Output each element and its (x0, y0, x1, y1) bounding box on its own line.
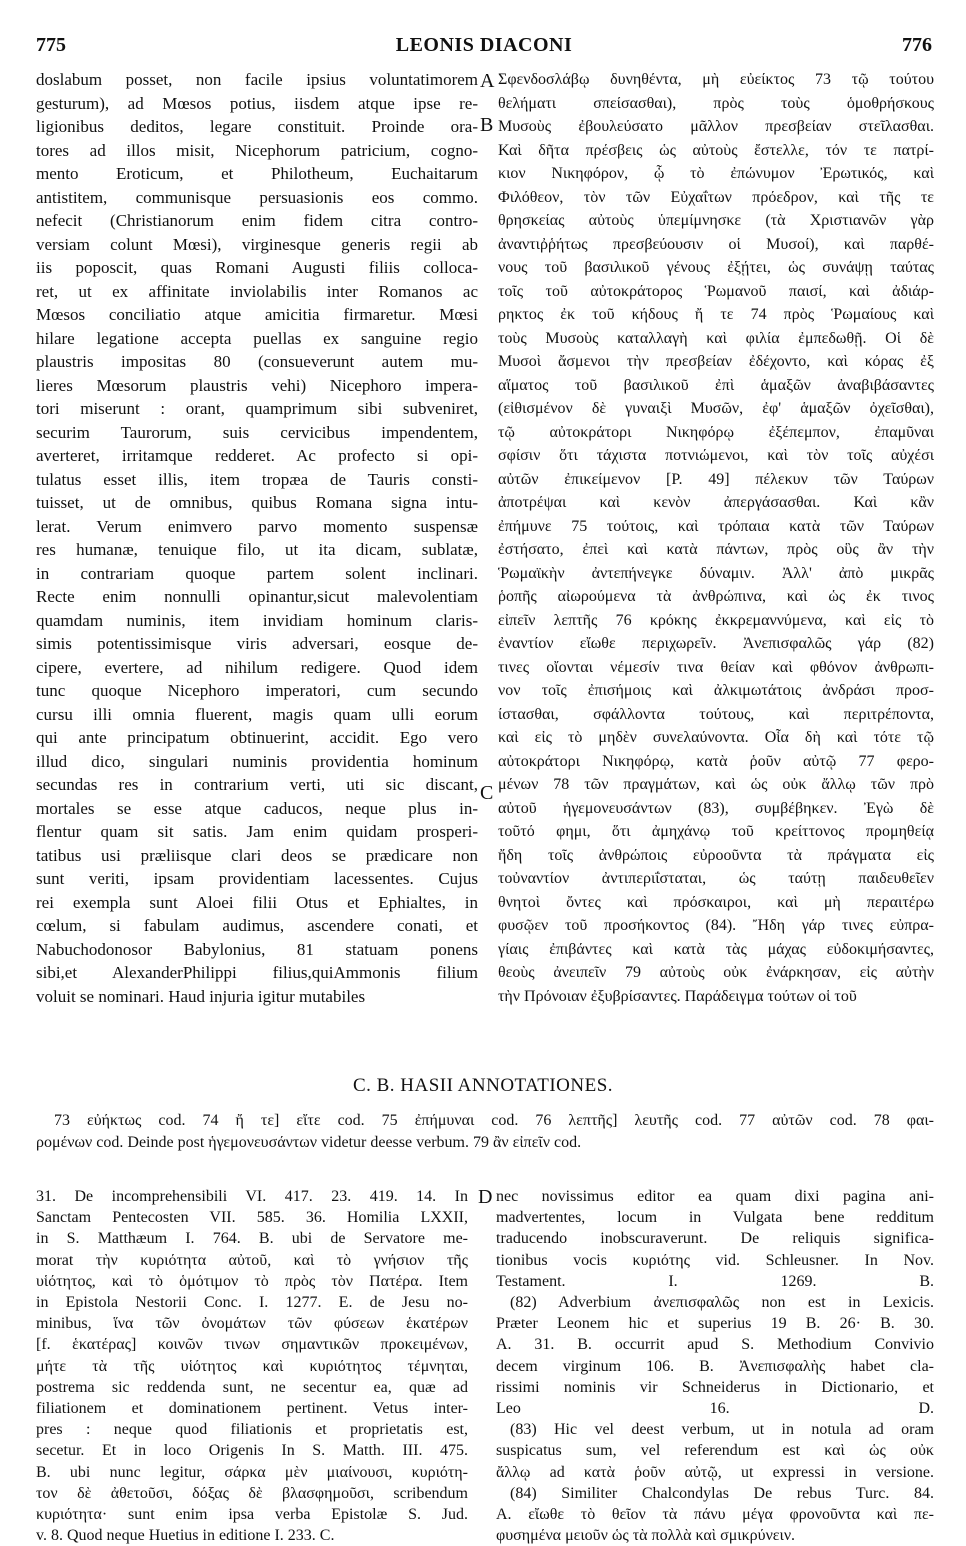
latin-line: tulatus esset illis, item tropæa de Tauris consti- (36, 469, 478, 489)
latin-line: sunt veriti, ipsam providentiam lacessentes. Cujus (36, 869, 478, 888)
latin-line: res humanæ, tenuique filo, ut ita dicam, sublatæ, (36, 540, 478, 559)
annotation-line: minibus, ἵνα τῶν ὀνομάτων τῶν φύσεων ἑκατέρων (36, 1315, 468, 1333)
greek-line: Μυσοὺς ἐβουλεύσατο μᾶλλον πρεσβείαν στεῖλασθαι. (498, 118, 934, 135)
annotation-line: decem virginum 106. B. Ἀνεπισφαλὴς habet cla- (496, 1357, 934, 1375)
annotation-line: in Epistola Nestorii Conc. I. 1277. E. de Jesu no- (36, 1294, 468, 1312)
greek-line: καὶ εἰς τὸ μηδὲν συνελαύνοντα. Οἷα δὴ καὶ τότε τῷ (498, 729, 934, 746)
latin-line: tatibus usi præliisque clari deos se prædicare non (36, 845, 478, 865)
greek-line: ρηκτος ἐκ τοῦ κήδους ἤ τε 74 πρὸς Ῥωμαίους καὶ (498, 306, 934, 323)
apparatus-line: 73 εὐήκτως cod. 74 ἤ τε] εἴτε cod. 75 ἐπήμυναι cod. 76 λεπτῆς] λευτῆς cod. 77 αὐτῶν cod. 78 φαι- (54, 1112, 934, 1129)
greek-line: κιον Νικηφόρον, ᾧ τὸ ἐπώνυμον Ἐρωτικός, καὶ (498, 165, 934, 182)
greek-line: αὐτοκράτορι Νικηφόρῳ, κατὰ ῥοῦν αὐτῷ 77 φερο- (498, 752, 934, 770)
latin-line: antistitem, communisque persuasionis eos commo. (36, 187, 478, 207)
latin-line: tores ad illos misit, Nicephorum patricium, cogno- (36, 140, 478, 160)
greek-line: ἤδη τοῖς ἀνθρώποις εὐροοῦντα τὰ πράγματα εἰς (498, 846, 934, 864)
latin-line: securim Taurorum, suis cervicibus impendentem, (36, 422, 478, 442)
latin-line: flentur quam sit satis. Jam enim quidam prosperi- (36, 822, 478, 841)
latin-line: quamdam numinis, item invidiam hominum claris- (36, 610, 478, 630)
greek-line: ἀναντιῤῥήτως πρεσβεύουσιν οἱ Μυσοί), καὶ παρθέ- (498, 235, 934, 253)
greek-line: τοῦτό φημι, ὅτι ἀμηχάνῳ τοῦ κρείττονος προμηθείᾳ (498, 823, 934, 840)
latin-line: nefecit (Christianorum enim fidem citra contro- (36, 211, 478, 230)
annotation-line: [f. ἑκατέρας] κοινῶν τινων σημαντικῶν προκειμένων, (36, 1336, 468, 1354)
annotation-line: tionibus vocis κυριότης vid. Schleusner. In Nov. (496, 1251, 934, 1269)
annotation-line: madvertentes, locum in Vulgata bene redditum (496, 1209, 934, 1227)
greek-line: (εἰθισμένον δὲ γυναιξὶ Μυσῶν, ἐφ' ἁμαξῶν ὀχεῖσθαι), (498, 400, 934, 417)
margin-marker-d: D (478, 1186, 493, 1208)
annotation-line: (82) Adverbium ἀνεπισφαλῶς non est in Lexicis. (510, 1294, 934, 1312)
latin-line: secundas res in contrarium verti, uti sic discant, (36, 775, 478, 794)
greek-line: νους τοῦ βασιλικοῦ γένους ἐξῄτει, ὡς συνάψῃ ταύτας (498, 259, 934, 276)
annotation-line: 31. De incomprehensibili VI. 417. 23. 419. 14. In (36, 1188, 468, 1205)
latin-line: ligionibus deditos, legare constituit. Proinde ora- (36, 117, 478, 136)
greek-line: ἐναντίον εἴωθε περιχωρεῖν. Ἀνεπισφαλῶς γάρ (82) (498, 635, 934, 652)
annotation-line: B. ubi nunc legitur, σάρκα μὲν μιαίνουσι, κυριότη- (36, 1463, 468, 1481)
latin-line: hilare legatione accepta puellas ex sanguine regio (36, 328, 478, 348)
greek-line: ῥοπῆς αἰωρούμενα τὰ ἀνθρώπινα, καὶ ὡς ἐκ τινος (498, 588, 934, 605)
latin-line: versiam colunt Mœsi), virginesque generis regii ab (36, 234, 478, 254)
running-header (36, 34, 932, 64)
latin-line: lieres Mœsorum plaustris vehi) Nicephoro impera- (36, 375, 478, 395)
latin-line: illud dico, singulari numinis providentia hominum (36, 751, 478, 771)
greek-line: Ῥωμαϊκὴν ἀντεπήνεγκε δύναμιν. Ἀλλ' ἀπὸ μικρᾶς (498, 564, 934, 582)
greek-line: φυσῷεν τοῦ προσήκοντος (84). Ἤδη γάρ τινες εὐπρα- (498, 917, 934, 934)
apparatus-line: ρομένων cod. Deinde post ἡγεμονευσάντων videtur deesse verbum. 79 ἂν εἰπεῖν cod. (36, 1134, 582, 1151)
annotation-line: υἱότητος, καὶ τὸ ὁμότιμον τὸ πρὸς τὸν Πατέρα. Item (36, 1272, 468, 1290)
greek-line: τοὺς Μυσοὺς καταλλαγὴ καὶ φιλία ἐμπεδωθῇ. Οἱ δὲ (498, 329, 934, 347)
greek-line: ίστασθαι, σφάλλοντα τούτους, καὶ περιτρέποντα, (498, 705, 934, 723)
latin-line: Mœsos conciliatio atque amicitia firmaretur. Mœsi (36, 305, 478, 324)
annotation-line: Præter Leonem hic et superius 19 B. 26· B. 30. (496, 1315, 934, 1333)
annotation-line: Leo 16. D. (496, 1400, 934, 1418)
latin-line: mortales se esse atque caducos, neque plus in- (36, 798, 478, 818)
greek-line: θελήματι σπείσασθαι), πρὸς τοὺς ὁμοθρήσκους (498, 94, 934, 112)
latin-line: Nabuchodonosor Babylonius, 81 statuam ponens (36, 939, 478, 959)
greek-line: θρησκείας αὐτοὺς ὑπεμίμνησκε (τὰ Χριστιανῶν γὰρ (498, 212, 934, 229)
annotation-line: A. εἴωθε τὸ θεῖον τὰ πάνυ μέγα φρονοῦντα καὶ πε- (496, 1506, 934, 1524)
greek-text-column (498, 68, 934, 1008)
greek-line: τῷ αὐτοκράτορι Νικηφόρῳ ἐξέπεμπον, ἐπαμῦναι (498, 423, 934, 441)
annotation-line: (84) Similiter Chalcondylas De rebus Turc. 84. (510, 1484, 934, 1502)
greek-line: γίαις ἐπιβάντες καὶ κατὰ τὰς μάχας εὐδοκιμήσαντες, (498, 940, 934, 958)
latin-line: cursu illi omnia fluerent, magis quam ulli eorum (36, 704, 478, 724)
annotation-line: in S. Matthæum I. 764. B. ubi de Servatore me- (36, 1230, 468, 1248)
annotation-line: morat τὴν κυριότητα αὐτοῦ, καὶ τὸ γνήσιον τῆς (36, 1251, 468, 1269)
greek-line: αὐτοῦ ἡγεμονευσάντων (83), συμβέβηκεν. Ἐγὼ δὲ (498, 799, 934, 817)
greek-line: σφίσιν ὅτι τάχιστα ποτνιώμενοι, καὶ τὸν τοῖς αὐχέσι (498, 447, 934, 464)
latin-line: voluit se nominari. Haud injuria igitur mutabiles (36, 986, 366, 1006)
latin-line: in contrariam quoque partem solent inclinari. (36, 563, 478, 583)
annotation-line: secetur. Et in loco Origenis In S. Matth. III. 475. (36, 1442, 468, 1460)
annotation-line: τον δὲ ἀθετοῦσι, δόξας δὲ βλασφημοῦσι, scribendum (36, 1484, 468, 1502)
page-number-right: 776 (902, 34, 932, 56)
greek-line: Μυσοὶ ἄσμενοι τὴν πρεσβείαν ἐδέχοντο, καὶ κόρας ἐξ (498, 353, 934, 370)
latin-line: tunc quoque Nicephoro imperatori, cum secundo (36, 681, 478, 700)
annotation-line: A. 31. B. occurrit apud S. Methodium Convivio (496, 1336, 934, 1354)
latin-line: gesturum), ad Mœsos potius, iisdem atque ipse re- (36, 93, 478, 113)
annotation-line: traducendo inobscuraverunt. De reliquis significa- (496, 1230, 934, 1248)
greek-line: ἐπήμυνε 75 τούτοις, καὶ τρόπαια κατὰ τῶν Ταύρων (498, 517, 934, 535)
greek-line: τὴν Πρόνοιαν ἐξυβρίσαντες. Παράδειγμα τούτων οἱ τοῦ (498, 987, 857, 1005)
greek-line: ἀποτρέψαι καὶ κενὸν ἀπεργάσασθαι. Καὶ κἂν (498, 494, 934, 511)
latin-line: tuisset, ut de omnibus, quibus Romana signa intu- (36, 493, 478, 512)
critical-apparatus (36, 1110, 934, 1154)
annotation-line: κυριότητα· sunt enim ipsa verba Epistolæ S. Jud. (36, 1506, 468, 1524)
latin-line: iis poposcit, quas Romani Augusti filiis colloca- (36, 258, 478, 277)
greek-line: τοὐναντίον ἀντιπεριΐσταται, ὡς ταύτῃ παιδευθεῖεν (498, 870, 934, 887)
page-number-left: 775 (36, 34, 66, 56)
latin-line: lerat. Verum enimvero parvo momento suspensæ (36, 516, 478, 536)
greek-line: Σφενδοσλάβῳ δυνηθέντα, μὴ εὐείκτος 73 τῷ τούτου (498, 71, 934, 88)
latin-line: cipere, evertere, ad nihilum redigere. Quod idem (36, 657, 478, 677)
latin-line: averteret, irritamque redderet. Ac profecto si opi- (36, 446, 478, 465)
greek-line: αὐτῶν ἐπικείμενον [P. 49] πέλεκυν τῶν Ταύρων (498, 470, 934, 488)
latin-line: simis potentissimisque viris adversari, eosque de- (36, 634, 478, 653)
greek-line: Φιλόθεον, τὸν τῶν Εὐχαΐτων πρόεδρον, καὶ τῆς τε (498, 188, 934, 206)
greek-line: τοῖς τοῦ αὐτοκράτορος Ῥωμανοῦ παισί, καὶ ἀδιάρ- (498, 282, 934, 300)
latin-line: doslabum posset, non facile ipsius voluntatimorem (36, 70, 478, 89)
annotation-line: v. 8. Quod neque Huetius in editione I. 233. C. (36, 1527, 335, 1545)
greek-line: ἐστήσατο, ἐπεὶ καὶ κατὰ πάντων, πρὸς οὓς ἂν τὴν (498, 541, 934, 558)
annotation-line: ἄλλῳ ad κατὰ ῥοῦν αὐτῷ, ut expressi in versione. (496, 1463, 934, 1481)
greek-line: τινες οἴονται νέμεσίν τινα θείαν καὶ φθόνον ἀνθρωπι- (498, 658, 934, 676)
annotation-line: pres : neque quod filiationis et proprietatis est, (36, 1421, 468, 1439)
greek-line: νον τοῖς ἐπισήμοις καὶ ἀλκιμωτάτοις ἀνδράσι προσ- (498, 682, 934, 699)
latin-line: sibi,et AlexanderPhilippi filius,quiAmmonis filium (36, 963, 478, 982)
annotations-right-column (496, 1186, 934, 1546)
greek-line: Καὶ δῆτα πρέσβεις ὡς αὐτοὺς ἔστελλε, τόν τε πατρί- (498, 141, 934, 159)
annotation-line: φυσημένα μειοῦν ὡς τὰ πολλὰ καὶ σμικρύνειν. (496, 1527, 796, 1545)
annotations-left-column (36, 1186, 468, 1546)
annotation-line: μήτε τὰ τῆς υἱότητος καὶ κυριότητος τέμνηται, (36, 1357, 468, 1375)
latin-line: ret, ut ex affinitate inviolabilis inter Romanos ac (36, 281, 478, 301)
annotation-line: Testament. I. 1269. B. (496, 1272, 934, 1290)
latin-line: qui ante principatum obtinuerint, accidit. Ego vero (36, 728, 478, 747)
margin-marker-b: B (480, 114, 494, 136)
annotation-line: Sanctam Pentecosten VII. 585. 36. Homilia LXXII, (36, 1209, 468, 1227)
running-title: LEONIS DIACONI (395, 34, 573, 56)
latin-translation-column (36, 68, 478, 1008)
latin-line: rei exempla sunt Aloei filii Otus et Ephialtes, in (36, 892, 478, 912)
annotation-line: rissimi nominis vir Schneiderus in Dictionario, et (496, 1378, 934, 1396)
greek-line: αἵματος τοῦ βασιλικοῦ ἐπὶ ἁμαξῶν ἀναβιβάσαντες (498, 376, 934, 394)
latin-line: cœlum, si fabulam audimus, ascendere conati, et (36, 916, 478, 935)
annotation-line: (83) Hic vel deest verbum, ut in notula ad oram (510, 1421, 934, 1439)
greek-line: θνητοὶ ὄντες καὶ πρόσκαιροι, καὶ μὴ περαιτέρω (498, 893, 934, 911)
greek-line: θεοὺς ἀνειπεῖν 79 αὐτοὺς οὐκ ἐνάρκησαν, εἰς αὐτὴν (498, 964, 934, 981)
annotation-line: suspicatus sum, vel referendum est καὶ ὡς οὐκ (496, 1442, 934, 1460)
annotation-line: postrema sic reddenda sunt, ne secentur ea, quæ ad (36, 1378, 468, 1396)
latin-line: mento Eroticum, et Philotheum, Euchaitarum (36, 164, 478, 183)
latin-line: tori miserunt : orant, quamprimum sibi subveniret, (36, 399, 478, 418)
margin-marker-c: C (480, 782, 494, 804)
greek-line: μένων 78 τῶν πραγμάτων, καὶ ὡς οὐκ ἄλλῳ τῶν πρὸ (498, 776, 934, 793)
annotation-line: nec novissimus editor ea quam dixi pagina ani- (496, 1188, 934, 1205)
latin-line: plaustris impositas 80 (consueverunt autem mu- (36, 352, 478, 371)
margin-marker-a: A (480, 70, 495, 92)
annotations-heading: C. B. HASII ANNOTATIONES. (352, 1075, 614, 1096)
greek-line: εἰπεῖν λεπτῆς 76 κρόκης ἐκκρεμαννύμενα, καὶ εἰς τὸ (498, 611, 934, 629)
annotation-line: filiationem et dominationem pertinent. Vetus inter- (36, 1400, 468, 1418)
latin-line: Recte enim nonnulli opinantur,sicut malevolentiam (36, 587, 478, 606)
